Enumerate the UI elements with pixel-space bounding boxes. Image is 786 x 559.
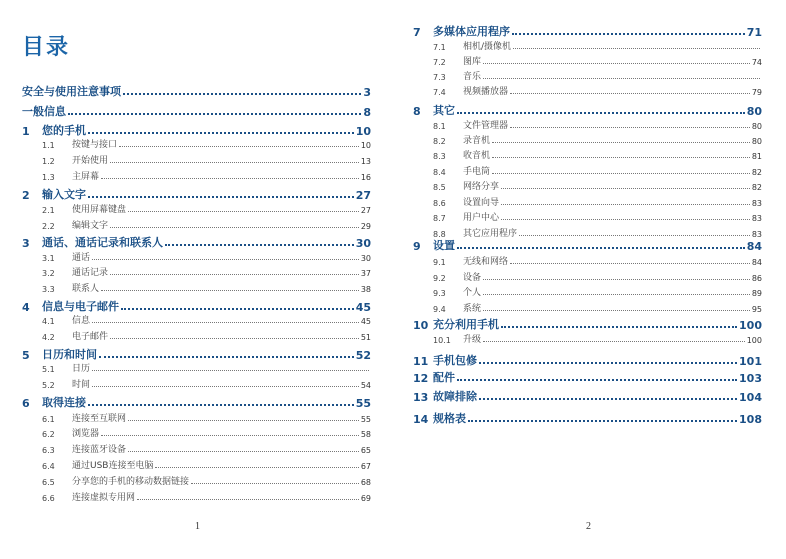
toc-entry-page: 74	[751, 58, 762, 67]
dot-leader	[483, 294, 750, 295]
toc-entry-number: 4	[22, 301, 30, 314]
toc-entry-page: 55	[355, 397, 371, 410]
toc-section-entry	[22, 218, 371, 231]
toc-entry-page: 29	[360, 222, 371, 231]
toc-entry-page: 104	[739, 391, 762, 404]
dot-leader	[155, 467, 358, 468]
toc-section-entry	[413, 285, 762, 298]
toc-entry-number: 8.2	[433, 137, 446, 146]
dot-leader	[492, 157, 750, 158]
dot-leader	[99, 356, 354, 358]
toc-entry-label: 连接蓝牙设备	[72, 445, 127, 455]
toc-entry-number: 7.3	[433, 73, 446, 82]
toc-chapter-entry	[413, 316, 762, 332]
toc-entry-label: 充分利用手机	[433, 318, 499, 331]
toc-entry-number: 5.2	[42, 381, 55, 390]
toc-section-entry	[413, 69, 762, 82]
dot-leader	[513, 48, 760, 49]
toc-chapter-entry	[22, 298, 371, 314]
toc-entry-page: 27	[360, 206, 371, 215]
toc-entry-number: 7.1	[433, 43, 446, 52]
toc-section-entry	[22, 361, 371, 374]
toc-entry-label: 手机包修	[433, 354, 477, 367]
toc-entry-label: 升级	[463, 335, 482, 345]
toc-entry-label: 其它	[433, 104, 455, 117]
toc-entry-number: 4.2	[42, 333, 55, 342]
toc-section-entry	[22, 281, 371, 294]
toc-chapter-entry	[22, 83, 371, 99]
toc-entry-label: 按键与接口	[72, 140, 118, 150]
toc-section-entry	[22, 265, 371, 278]
toc-section-entry	[22, 411, 371, 424]
toc-entry-page: 83	[751, 214, 762, 223]
dot-leader	[492, 142, 750, 143]
toc-entry-number: 2.1	[42, 206, 55, 215]
toc-entry-number: 9.3	[433, 289, 446, 298]
toc-section-entry	[22, 377, 371, 390]
dot-leader	[501, 204, 750, 205]
toc-entry-number: 6.5	[42, 478, 55, 487]
toc-chapter-entry	[413, 410, 762, 426]
toc-entry-label: 设置向导	[463, 198, 500, 208]
toc-entry-number: 9.1	[433, 258, 446, 267]
dot-leader	[92, 386, 359, 387]
toc-section-entry	[413, 195, 762, 208]
toc-entry-number: 7	[413, 26, 421, 39]
toc-section-entry	[413, 332, 762, 345]
toc-chapter-entry	[22, 394, 371, 410]
dot-leader	[483, 279, 750, 280]
toc-entry-number: 9.2	[433, 274, 446, 283]
toc-section-entry	[413, 148, 762, 161]
toc-entry-label: 通话记录	[72, 268, 109, 278]
toc-entry-page: 30	[355, 237, 371, 250]
toc-entry-page: 69	[360, 494, 371, 503]
dot-leader	[137, 499, 359, 500]
toc-chapter-entry	[22, 186, 371, 202]
toc-entry-number: 12	[413, 372, 429, 385]
toc-section-entry	[413, 301, 762, 314]
toc-entry-number: 8.4	[433, 168, 446, 177]
toc-entry-page: 83	[751, 230, 762, 239]
toc-chapter-entry	[413, 388, 762, 404]
toc-entry-label: 日历和时间	[42, 348, 97, 361]
toc-entry-number: 1.3	[42, 173, 55, 182]
dot-leader	[128, 420, 359, 421]
toc-section-entry	[413, 39, 762, 52]
toc-section-entry	[22, 490, 371, 503]
toc-entry-page: 45	[355, 301, 371, 314]
dot-leader	[119, 146, 359, 147]
toc-section-entry	[22, 329, 371, 342]
dot-leader	[457, 247, 745, 249]
toc-entry-label: 配件	[433, 371, 455, 384]
dot-leader	[88, 404, 354, 406]
toc-entry-page: 37	[360, 269, 371, 278]
dot-leader	[123, 93, 361, 95]
toc-entry-page: 108	[739, 413, 762, 426]
toc-chapter-entry	[413, 102, 762, 118]
toc-entry-label: 音乐	[463, 72, 482, 82]
toc-entry-label: 手电筒	[463, 167, 491, 177]
dot-leader	[512, 33, 745, 35]
toc-entry-page: 83	[751, 199, 762, 208]
toc-entry-page: 71	[746, 26, 762, 39]
toc-entry-page: 68	[360, 478, 371, 487]
toc-entry-number: 4.1	[42, 317, 55, 326]
toc-entry-page: 100	[746, 336, 762, 345]
toc-entry-label: 浏览器	[72, 429, 100, 439]
toc-entry-label: 视频播放器	[463, 87, 509, 97]
toc-section-entry	[22, 474, 371, 487]
dot-leader	[510, 263, 750, 264]
toc-entry-page: 100	[739, 319, 762, 332]
toc-entry-number: 8	[413, 105, 421, 118]
toc-entry-label: 用户中心	[463, 213, 500, 223]
dot-leader	[121, 308, 354, 310]
toc-entry-page: 45	[360, 317, 371, 326]
toc-entry-number: 2.2	[42, 222, 55, 231]
dot-leader	[110, 338, 359, 339]
dot-leader	[468, 420, 737, 422]
dot-leader	[110, 274, 359, 275]
toc-entry-number: 10.1	[433, 336, 451, 345]
toc-entry-number: 6.2	[42, 430, 55, 439]
toc-entry-label: 规格表	[433, 412, 466, 425]
toc-entry-number: 3.3	[42, 285, 55, 294]
dot-leader	[110, 227, 359, 228]
toc-entry-label: 个人	[463, 288, 482, 298]
toc-entry-number: 10	[413, 319, 429, 332]
toc-entry-number: 8.1	[433, 122, 446, 131]
toc-entry-label: 连接至互联网	[72, 414, 127, 424]
toc-entry-label: 网络分享	[463, 182, 500, 192]
toc-entry-page: 81	[751, 152, 762, 161]
page-number-right: 2	[586, 521, 591, 532]
toc-entry-label: 文件管理器	[463, 121, 509, 131]
toc-entry-page: 101	[739, 355, 762, 368]
dot-leader	[501, 188, 750, 189]
dot-leader	[92, 370, 369, 371]
toc-entry-number: 11	[413, 355, 429, 368]
toc-entry-number: 3.1	[42, 254, 55, 263]
page-number-left: 1	[195, 521, 200, 532]
toc-entry-page: 27	[355, 189, 371, 202]
toc-entry-label: 联系人	[72, 284, 100, 294]
toc-section-entry	[413, 84, 762, 97]
toc-entry-page: 103	[739, 372, 762, 385]
toc-entry-label: 一般信息	[22, 105, 66, 118]
toc-section-entry	[22, 442, 371, 455]
dot-leader	[191, 483, 359, 484]
dot-leader	[457, 379, 737, 381]
toc-entry-label: 故障排除	[433, 390, 477, 403]
dot-leader	[68, 113, 361, 115]
toc-entry-number: 7.2	[433, 58, 446, 67]
toc-section-entry	[413, 179, 762, 192]
toc-entry-label: 您的手机	[42, 124, 86, 137]
toc-entry-page: 84	[746, 240, 762, 253]
dot-leader	[479, 362, 737, 364]
toc-entry-page: 67	[360, 462, 371, 471]
toc-entry-label: 通话、通话记录和联系人	[42, 236, 163, 249]
dot-leader	[128, 451, 359, 452]
toc-entry-number: 7.4	[433, 88, 446, 97]
toc-entry-label: 时间	[72, 380, 91, 390]
toc-entry-label: 安全与使用注意事项	[22, 85, 121, 98]
toc-entry-label: 系统	[463, 304, 482, 314]
toc-section-entry	[22, 202, 371, 215]
toc-section-entry	[413, 133, 762, 146]
dot-leader	[483, 63, 750, 64]
toc-entry-label: 信息	[72, 316, 91, 326]
dot-leader	[128, 211, 359, 212]
toc-entry-page: 80	[751, 137, 762, 146]
toc-entry-number: 9.4	[433, 305, 446, 314]
toc-entry-number: 5	[22, 349, 30, 362]
toc-entry-page: 82	[751, 168, 762, 177]
toc-entry-label: 开始使用	[72, 156, 109, 166]
toc-entry-label: 图库	[463, 57, 482, 67]
dot-leader	[88, 132, 354, 134]
toc-entry-page: 10	[355, 125, 371, 138]
toc-entry-page: 3	[363, 86, 371, 99]
toc-section-entry	[22, 250, 371, 263]
toc-section-entry	[22, 137, 371, 150]
dot-leader	[110, 162, 359, 163]
toc-entry-label: 通过USB连接至电脑	[72, 461, 154, 471]
toc-entry-page: 10	[360, 141, 371, 150]
toc-entry-page: 86	[751, 274, 762, 283]
toc-chapter-entry	[413, 237, 762, 253]
toc-entry-number: 5.1	[42, 365, 55, 374]
dot-leader	[88, 196, 354, 198]
toc-entry-label: 相机/摄像机	[463, 42, 512, 52]
dot-leader	[101, 435, 359, 436]
toc-entry-number: 6.1	[42, 415, 55, 424]
toc-entry-label: 电子邮件	[72, 332, 109, 342]
dot-leader	[483, 78, 760, 79]
toc-entry-label: 取得连接	[42, 396, 86, 409]
toc-entry-number: 8.5	[433, 183, 446, 192]
toc-entry-page: 82	[751, 183, 762, 192]
toc-entry-label: 分享您的手机的移动数据链接	[72, 477, 190, 487]
toc-chapter-entry	[413, 23, 762, 39]
dot-leader	[479, 398, 737, 400]
toc-entry-page: 80	[746, 105, 762, 118]
toc-section-entry	[413, 270, 762, 283]
toc-entry-page: 84	[751, 258, 762, 267]
toc-entry-label: 多媒体应用程序	[433, 25, 510, 38]
toc-entry-number: 1	[22, 125, 30, 138]
toc-entry-page: 13	[360, 157, 371, 166]
toc-section-entry	[22, 313, 371, 326]
toc-entry-number: 8.8	[433, 230, 446, 239]
dot-leader	[510, 93, 750, 94]
toc-entry-label: 连接虚拟专用网	[72, 493, 136, 503]
toc-entry-page: 55	[360, 415, 371, 424]
toc-chapter-entry	[22, 103, 371, 119]
toc-entry-label: 通话	[72, 253, 91, 263]
toc-entry-number: 6.3	[42, 446, 55, 455]
toc-entry-number: 6	[22, 397, 30, 410]
toc-entry-number: 6.6	[42, 494, 55, 503]
toc-entry-page: 38	[360, 285, 371, 294]
toc-chapter-entry	[413, 352, 762, 368]
toc-entry-page: 95	[751, 305, 762, 314]
toc-section-entry	[22, 153, 371, 166]
toc-section-entry	[413, 54, 762, 67]
toc-entry-number: 13	[413, 391, 429, 404]
toc-entry-page: 8	[363, 106, 371, 119]
toc-entry-page: 51	[360, 333, 371, 342]
toc-entry-label: 主屏幕	[72, 172, 100, 182]
toc-entry-number: 8.3	[433, 152, 446, 161]
toc-entry-page: 65	[360, 446, 371, 455]
toc-entry-label: 无线和网络	[463, 257, 509, 267]
dot-leader	[457, 112, 745, 114]
dot-leader	[92, 322, 359, 323]
toc-section-entry	[22, 426, 371, 439]
toc-entry-label: 设备	[463, 273, 482, 283]
toc-entry-number: 1.2	[42, 157, 55, 166]
toc-chapter-entry	[22, 122, 371, 138]
toc-entry-number: 8.6	[433, 199, 446, 208]
toc-entry-number: 1.1	[42, 141, 55, 150]
toc-entry-page: 52	[355, 349, 371, 362]
toc-title: 目录	[22, 35, 71, 60]
dot-leader	[165, 244, 354, 246]
dot-leader	[92, 259, 359, 260]
toc-section-entry	[413, 164, 762, 177]
toc-entry-label: 输入文字	[42, 188, 86, 201]
toc-entry-label: 日历	[72, 364, 91, 374]
toc-entry-page: 80	[751, 122, 762, 131]
dot-leader	[492, 173, 750, 174]
toc-entry-label: 编辑文字	[72, 221, 109, 231]
toc-entry-page: 16	[360, 173, 371, 182]
toc-entry-label: 收音机	[463, 151, 491, 161]
toc-entry-page: 89	[751, 289, 762, 298]
dot-leader	[501, 326, 737, 328]
dot-leader	[101, 290, 359, 291]
toc-section-entry	[413, 254, 762, 267]
dot-leader	[101, 178, 359, 179]
toc-entry-number: 3	[22, 237, 30, 250]
toc-entry-label: 其它应用程序	[463, 229, 518, 239]
toc-entry-page: 54	[360, 381, 371, 390]
toc-entry-number: 8.7	[433, 214, 446, 223]
toc-entry-label: 使用屏幕键盘	[72, 205, 127, 215]
dot-leader	[501, 219, 750, 220]
toc-entry-label: 录音机	[463, 136, 491, 146]
toc-section-entry	[22, 169, 371, 182]
toc-entry-number: 14	[413, 413, 429, 426]
toc-entry-label: 信息与电子邮件	[42, 300, 119, 313]
toc-section-entry	[413, 118, 762, 131]
dot-leader	[519, 235, 750, 236]
dot-leader	[483, 310, 750, 311]
toc-entry-page: 79	[751, 88, 762, 97]
toc-section-entry	[22, 458, 371, 471]
toc-section-entry	[413, 210, 762, 223]
toc-chapter-entry	[22, 234, 371, 250]
toc-entry-number: 3.2	[42, 269, 55, 278]
toc-entry-page: 58	[360, 430, 371, 439]
dot-leader	[483, 341, 745, 342]
toc-entry-number: 6.4	[42, 462, 55, 471]
toc-entry-label: 设置	[433, 239, 455, 252]
toc-entry-page: 30	[360, 254, 371, 263]
toc-chapter-entry	[22, 346, 371, 362]
dot-leader	[510, 127, 750, 128]
toc-entry-number: 9	[413, 240, 421, 253]
toc-chapter-entry	[413, 369, 762, 385]
toc-entry-number: 2	[22, 189, 30, 202]
